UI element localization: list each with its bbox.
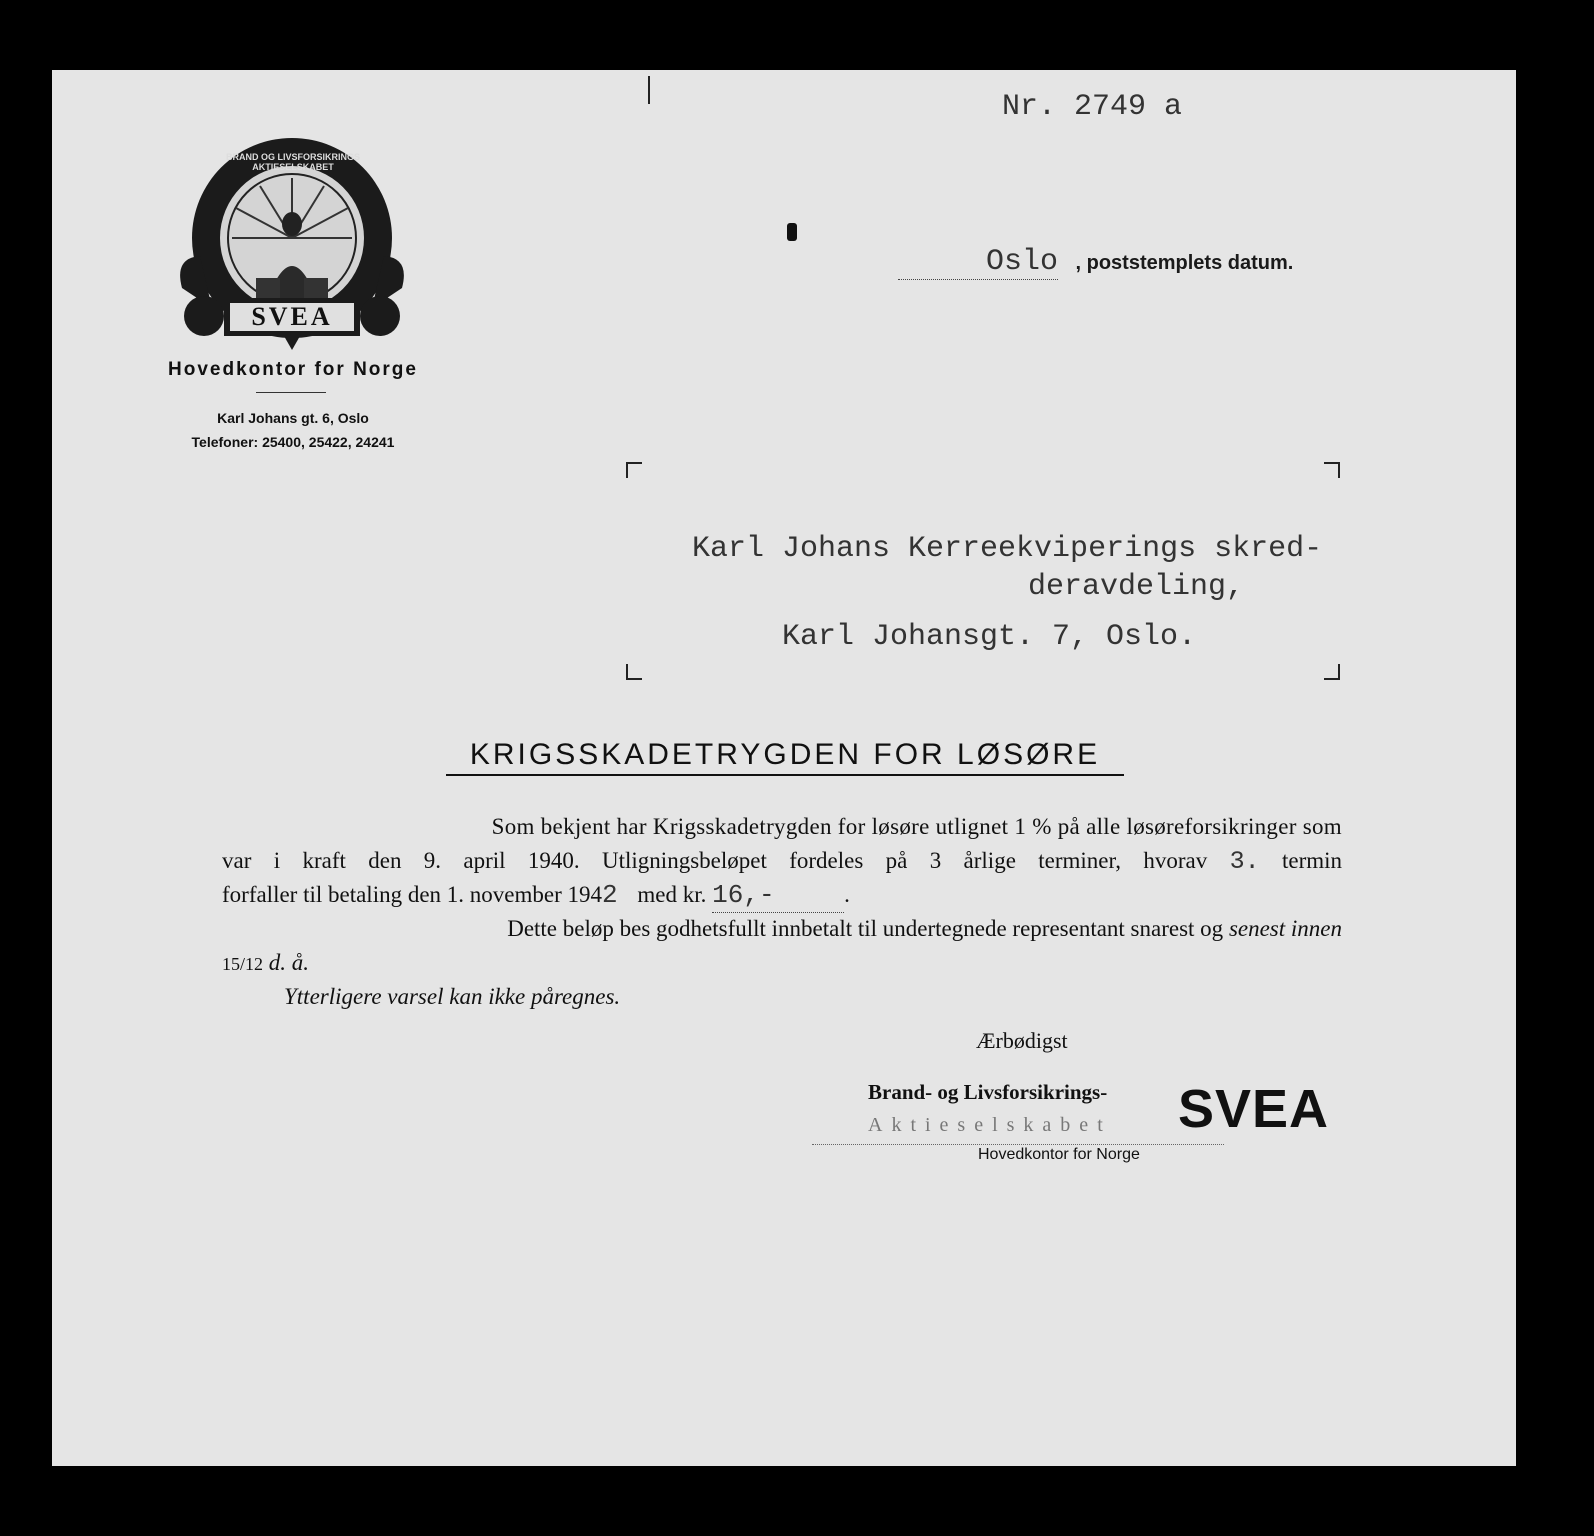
signature-office: Hovedkontor for Norge (978, 1146, 1140, 1163)
place-date-line (898, 245, 1293, 280)
seal-ring-text: BRAND OG LIVSFORSIKRINGS AKTIESELSKABET (225, 152, 360, 172)
document-number: Nr. 2749 a (1002, 90, 1183, 124)
letterhead-divider (256, 392, 326, 393)
company-line-1: Brand- og Livsforsikrings- (868, 1080, 1108, 1104)
letterhead-phones: Telefoner: 25400, 25422, 24241 (191, 434, 395, 450)
body-line-2 (222, 844, 1342, 878)
body-text-6-italic: Ytterligere varsel kan ikke påregnes. (284, 984, 621, 1009)
amount-value: 16,- (712, 880, 775, 910)
body-line-5 (222, 946, 309, 981)
amount-field (712, 878, 844, 913)
body-text-3c: . (844, 882, 850, 907)
body-line-4 (222, 912, 1342, 945)
seal-name: SVEA (251, 302, 333, 331)
date-suffix: , poststemplets datum. (1075, 252, 1294, 274)
address-corner-br (1324, 664, 1340, 680)
body-text-2b: termin (1281, 848, 1343, 873)
closing: Ærbødigst (976, 1028, 1068, 1053)
place-value: Oslo (985, 245, 1058, 279)
term-number: 3. (1229, 847, 1260, 876)
signature-dotted-line (812, 1144, 1224, 1145)
address-corner-bl (626, 664, 642, 680)
document-page (52, 70, 1516, 1466)
address-corner-tl (626, 462, 642, 478)
body-text-3b: med kr. (637, 882, 707, 907)
ink-mark (787, 223, 797, 241)
recipient-line-3: Karl Johansgt. 7, Oslo. (782, 620, 1197, 654)
recipient-line-1: Karl Johans Kerreekviperings skred- (692, 532, 1323, 566)
body-text-3: forfaller til betaling den 1. november 194 (222, 882, 603, 907)
due-date: 15/12 (222, 954, 264, 974)
svea-seal-logo (164, 138, 424, 358)
body-text-4-italic: senest innen (1228, 916, 1342, 941)
top-mark (648, 76, 650, 104)
recipient-line-2: deravdeling, (1028, 570, 1245, 604)
body-text-1: Som bekjent har Krigsskadetrygden for løsøre utlignet 1 % på alle løsøreforsikringer som (491, 814, 1342, 839)
document-heading: KRIGSSKADETRYGDEN FOR LØSØRE (446, 738, 1124, 776)
address-corner-tr (1324, 462, 1340, 478)
body-line-6 (284, 980, 620, 1013)
body-line-3 (222, 878, 850, 913)
place-field (898, 245, 1058, 280)
svea-stamp: SVEA (1178, 1079, 1330, 1139)
body-text-5-italic: d. å. (268, 950, 310, 975)
year-digit: 2 (602, 880, 618, 910)
company-line-2: Aktieselskabet (868, 1114, 1112, 1136)
body-text-2: var i kraft den 9. april 1940. Utligningsbeløpet fordeles på 3 årlige terminer, hvorav (222, 848, 1208, 873)
letterhead-office: Hovedkontor for Norge (168, 359, 418, 380)
letterhead-address: Karl Johans gt. 6, Oslo (217, 410, 369, 426)
body-text-4: Dette beløp bes godhetsfullt innbetalt til undertegnede representant snarest og (507, 916, 1224, 941)
body-line-1 (222, 810, 1342, 843)
